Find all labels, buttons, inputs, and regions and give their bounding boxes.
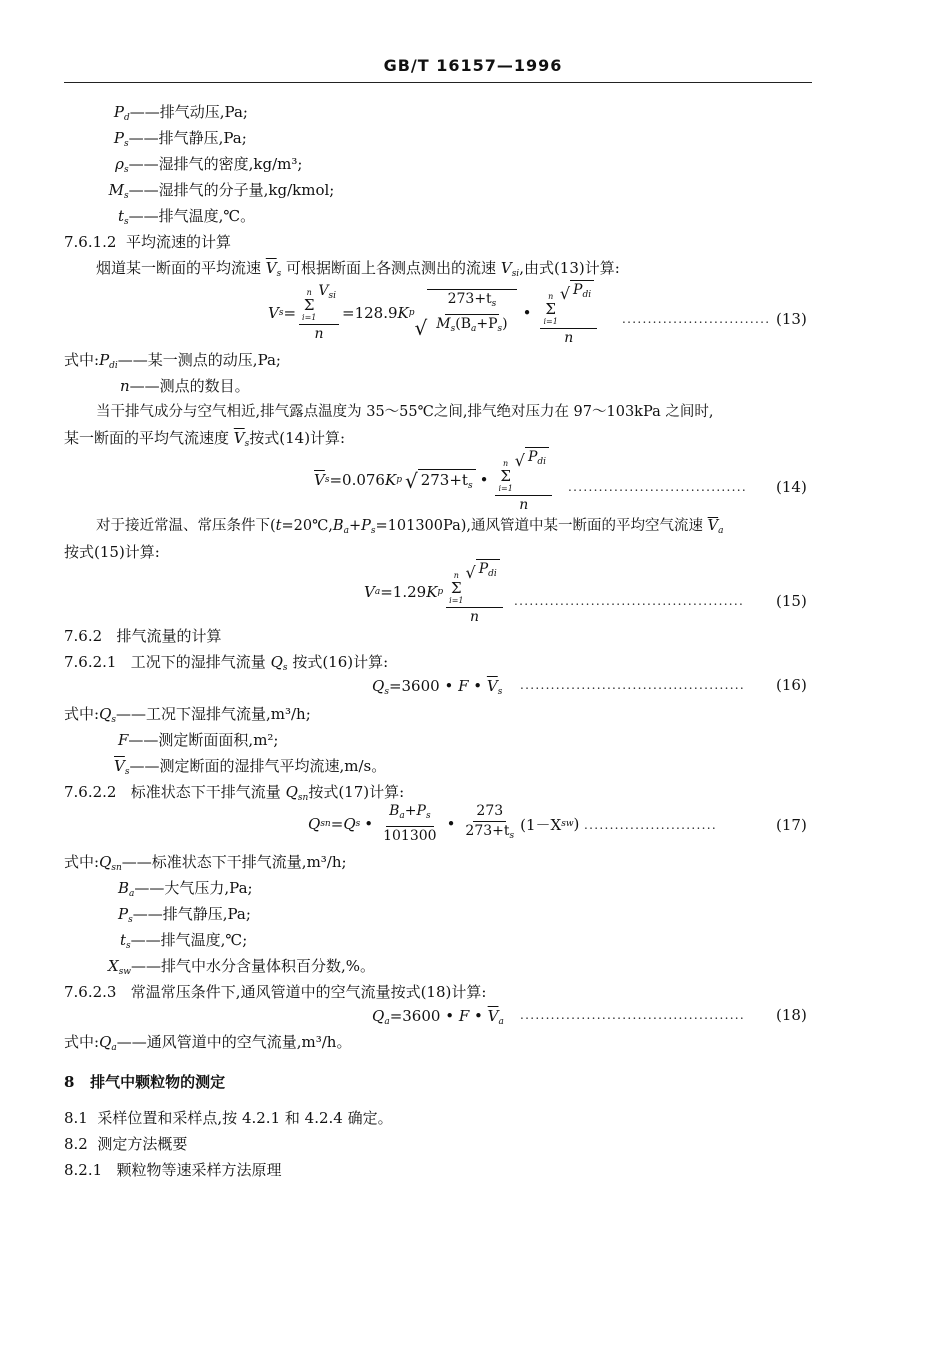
where-row: F——测定断面面积,m²; (118, 731, 279, 749)
definition-row: $M_s——$湿排气的分子量,kg/kmol; (108, 181, 335, 201)
where-row: $\overline{V}_s——$测定断面的湿排气平均流速,m/s。 (114, 757, 387, 777)
leader-dots: .......................... (584, 818, 717, 832)
leader-dots: ................................... (568, 480, 748, 494)
equation-17: Q sn = Q s • $\frac{B_a+P_s}{101300}$ • $\frac{273}{273+t_s}$ (1－X sw ) (308, 803, 580, 844)
paragraph: 对于接近常温、常压条件下$(t=20℃,B_a+P_s=101300Pa)$,通风管道中某一断面的平均空气流速 $\overline{V}_a$ (96, 518, 724, 536)
where-row: 式中$:P_{di}——$某一测点的动压,Pa; (64, 351, 281, 371)
equation-number: (18) (776, 1006, 807, 1024)
equation-number: (14) (776, 478, 807, 496)
where-row: 式中$:Q_{sn}——$标准状态下干排气流量,m³/h; (64, 853, 347, 873)
equation-16: $Q_s=3600$ • F • $\overline{V}_s$ (372, 677, 503, 697)
definition-row: $\rho_s——$湿排气的密度,kg/m³; (115, 155, 303, 175)
section-heading-8-2: 8.2 测定方法概要 (64, 1135, 188, 1153)
section-heading-7-6-2-2: 7.6.2.2 标准状态下干排气流量 $Q_{sn}$按式(17)计算: (64, 783, 405, 803)
leader-dots: ............................. (622, 312, 771, 326)
equation-14: $\overline{V}$ s =0.076 K p √ $273+t_s$ • n Σ i=1 √ $P_{di}$ n (314, 458, 555, 502)
where-row: $X_{sw}——$排气中水分含量体积百分数,%。 (108, 957, 376, 977)
equation-number: (15) (776, 592, 807, 610)
section-heading-7-6-2-1: 7.6.2.1 工况下的湿排气流量 $Q_s$ 按式(16)计算: (64, 653, 389, 673)
section-heading-8-2-1: 8.2.1 颗粒物等速采样方法原理 (64, 1161, 282, 1179)
section-heading-8-1: 8.1 采样位置和采样点,按 4.2.1 和 4.2.4 确定。 (64, 1109, 393, 1127)
section-heading-7-6-2: 7.6.2 排气流量的计算 (64, 627, 222, 645)
paragraph: 当干排气成分与空气相近,排气露点温度为 35～55℃之间,排气绝对压力在 97～103kPa 之间时, (96, 404, 714, 420)
equation-18: $Q_a=3600$ • F • $\overline{V}_a$ (372, 1007, 504, 1027)
section-heading-7-6-2-3: 7.6.2.3 常温常压条件下,通风管道中的空气流量按式(18)计算: (64, 983, 487, 1001)
paragraph: 某一断面的平均气流速度 $\overline{V}_s$按式(14)计算: (64, 429, 346, 449)
leader-dots: ............................................ (520, 1008, 746, 1022)
paragraph: 按式(15)计算: (64, 543, 160, 561)
where-row: $P_s——$排气静压,Pa; (118, 905, 251, 925)
equation-number: (16) (776, 676, 807, 694)
equation-number: (13) (776, 310, 807, 328)
page-header: GB/T 16157—1996 (383, 56, 563, 75)
leader-dots: ............................................ (520, 678, 746, 692)
definition-row: $t_s——$排气温度,℃。 (117, 207, 256, 227)
equation-number: (17) (776, 816, 807, 834)
definition-row: $P_s——$排气静压,Pa; (113, 129, 247, 149)
paragraph: 烟道某一断面的平均流速 $\overline{V}_s$ 可根据断面上各测点测出的流速 $V_{si}$,由式(13)计算: (96, 259, 620, 279)
where-row: $B_a——$大气压力,Pa; (118, 879, 253, 899)
header-rule (64, 82, 812, 83)
where-row: 式中$:Q_a——$通风管道中的空气流量,m³/h。 (64, 1033, 352, 1053)
where-row: n——测点的数目。 (120, 377, 250, 395)
equation-15: V a =1.29 K p n Σ i=1 √ $P_{di}$ n (364, 570, 506, 614)
leader-dots: ............................................. (514, 594, 745, 608)
where-row: 式中$:Q_s——$工况下湿排气流量,m³/h; (64, 705, 311, 725)
section-heading-8: 8 排气中颗粒物的测定 (64, 1073, 226, 1091)
where-row: $t_s——$排气温度,℃; (120, 931, 248, 951)
definition-row: $P_d——$排气动压,Pa; (113, 103, 248, 123)
section-heading-7-6-1-2: 7.6.1.2 平均流速的计算 (64, 233, 232, 251)
equation-13: V s = n Σ i=1 $V_{si}$ n =128.9 K p √ $\frac{273+t_s}{M_s(B_a+P_s)}$ • n Σ i=1 √ $P_{di}$ n (268, 290, 600, 336)
